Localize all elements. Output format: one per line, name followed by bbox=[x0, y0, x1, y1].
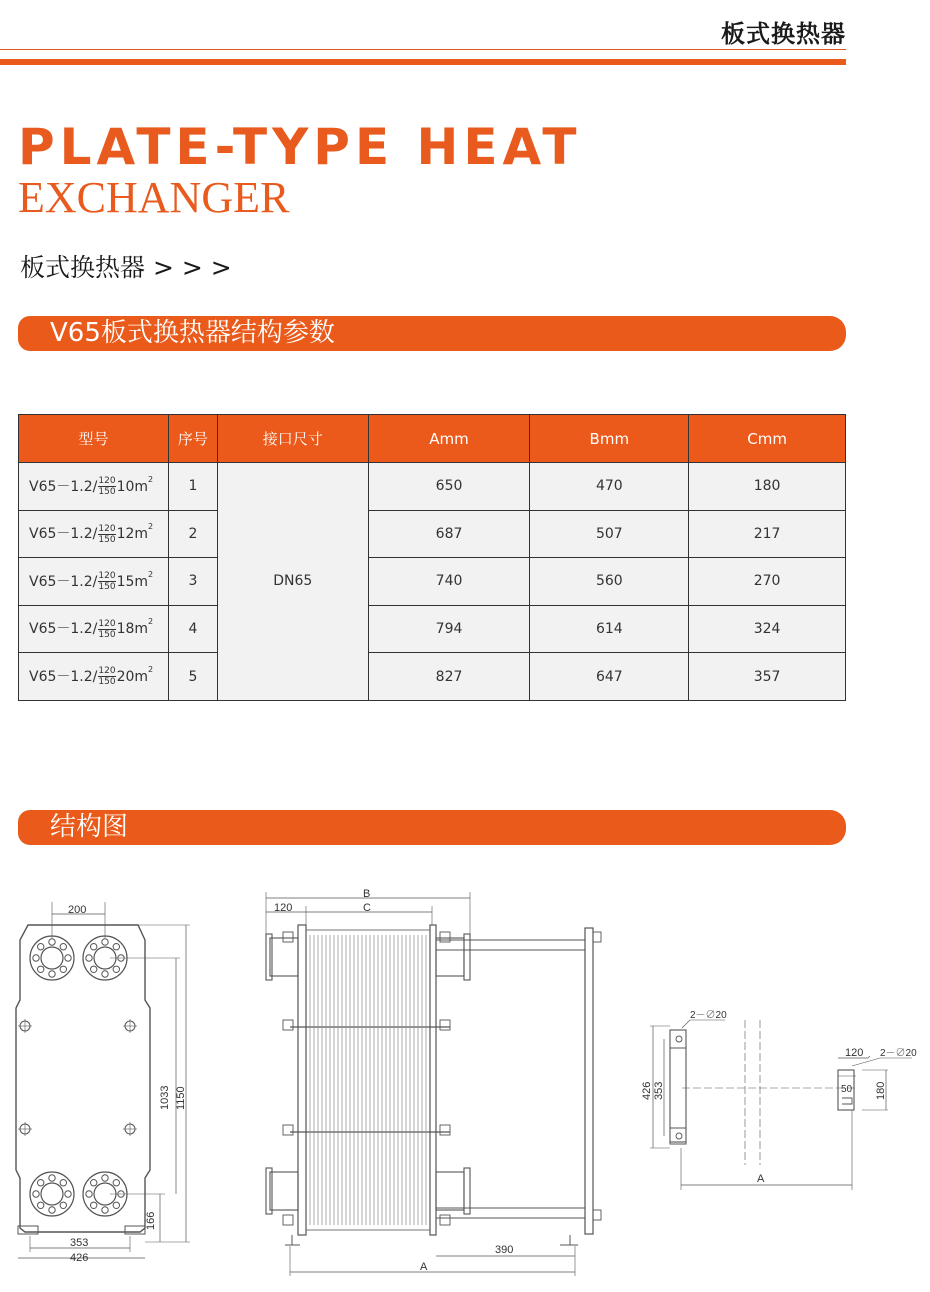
cell-a: 650 bbox=[368, 463, 530, 511]
cell-c: 217 bbox=[689, 510, 846, 558]
dim-353: 353 bbox=[70, 1237, 89, 1249]
subtitle: 板式换热器 > > > bbox=[20, 253, 232, 282]
col-header-index: 序号 bbox=[168, 415, 217, 463]
side-view-drawing bbox=[266, 892, 601, 1276]
cell-model: V65－1.2/ $\frac{120}{150}$ $20m^2$ bbox=[19, 653, 169, 701]
dim-166: 166 bbox=[145, 1211, 157, 1230]
dim-a-side: A bbox=[420, 1261, 428, 1273]
section-bar-parameters: V65板式换热器结构参数 bbox=[18, 316, 846, 351]
dim-1150: 1150 bbox=[175, 1086, 187, 1110]
cell-c: 357 bbox=[689, 653, 846, 701]
header-rule-thick bbox=[0, 59, 846, 65]
foot-detail-drawing bbox=[650, 1020, 912, 1190]
cell-index: 2 bbox=[168, 510, 217, 558]
dim-120-side: 120 bbox=[274, 902, 293, 914]
cell-a: 794 bbox=[368, 605, 530, 653]
col-header-a: Amm bbox=[368, 415, 530, 463]
spec-table bbox=[18, 414, 846, 701]
hole-label-1: 2－∅20 bbox=[690, 1010, 727, 1021]
cell-index: 3 bbox=[168, 558, 217, 606]
cell-b: 470 bbox=[530, 463, 689, 511]
table-row bbox=[19, 510, 846, 558]
structure-drawing bbox=[0, 880, 930, 1280]
table-row bbox=[19, 558, 846, 606]
cell-b: 560 bbox=[530, 558, 689, 606]
cell-model: V65－1.2/ $\frac{120}{150}$ $18m^2$ bbox=[19, 605, 169, 653]
cell-a: 827 bbox=[368, 653, 530, 701]
dim-426-foot: 426 bbox=[641, 1081, 653, 1100]
table-row bbox=[19, 605, 846, 653]
cell-index: 4 bbox=[168, 605, 217, 653]
front-view-drawing bbox=[16, 902, 190, 1258]
header-rule-thin bbox=[0, 49, 846, 50]
col-header-interface: 接口尺寸 bbox=[217, 415, 368, 463]
cell-model: V65－1.2/ $\frac{120}{150}$ $12m^2$ bbox=[19, 510, 169, 558]
cell-model: V65－1.2/ $\frac{120}{150}$ $15m^2$ bbox=[19, 558, 169, 606]
dim-a-foot: A bbox=[757, 1173, 765, 1185]
header-title: 板式换热器 bbox=[721, 20, 846, 48]
dim-1033: 1033 bbox=[159, 1085, 171, 1110]
plate-pack bbox=[310, 935, 426, 1225]
cell-interface: DN65 bbox=[217, 463, 368, 701]
cell-c: 270 bbox=[689, 558, 846, 606]
dim-180: 180 bbox=[875, 1081, 887, 1100]
dim-50: 50 bbox=[841, 1084, 853, 1095]
cell-b: 647 bbox=[530, 653, 689, 701]
dim-200: 200 bbox=[68, 904, 87, 916]
cell-b: 507 bbox=[530, 510, 689, 558]
cell-index: 1 bbox=[168, 463, 217, 511]
dim-b: B bbox=[363, 888, 371, 900]
dim-390: 390 bbox=[495, 1244, 514, 1256]
cell-c: 324 bbox=[689, 605, 846, 653]
dim-120-foot: 120 bbox=[845, 1047, 864, 1059]
title-line-2: EXCHANGER bbox=[18, 173, 290, 222]
cell-index: 5 bbox=[168, 653, 217, 701]
dim-353-foot: 353 bbox=[653, 1081, 665, 1100]
hole-label-2: 2－∅20 bbox=[880, 1048, 917, 1059]
table-row bbox=[19, 653, 846, 701]
col-header-c: Cmm bbox=[689, 415, 846, 463]
cell-c: 180 bbox=[689, 463, 846, 511]
table-header-row bbox=[19, 415, 846, 463]
title-line-1: PLATE-TYPE HEAT bbox=[18, 118, 582, 176]
cell-a: 740 bbox=[368, 558, 530, 606]
table-row bbox=[19, 463, 846, 511]
cell-model: V65－1.2/ $\frac{120}{150}$ $10m^2$ bbox=[19, 463, 169, 511]
col-header-model: 型号 bbox=[19, 415, 169, 463]
cell-a: 687 bbox=[368, 510, 530, 558]
dim-426: 426 bbox=[70, 1252, 89, 1264]
col-header-b: Bmm bbox=[530, 415, 689, 463]
section-bar-structure: 结构图 bbox=[18, 810, 846, 845]
cell-b: 614 bbox=[530, 605, 689, 653]
dim-c: C bbox=[363, 902, 371, 914]
